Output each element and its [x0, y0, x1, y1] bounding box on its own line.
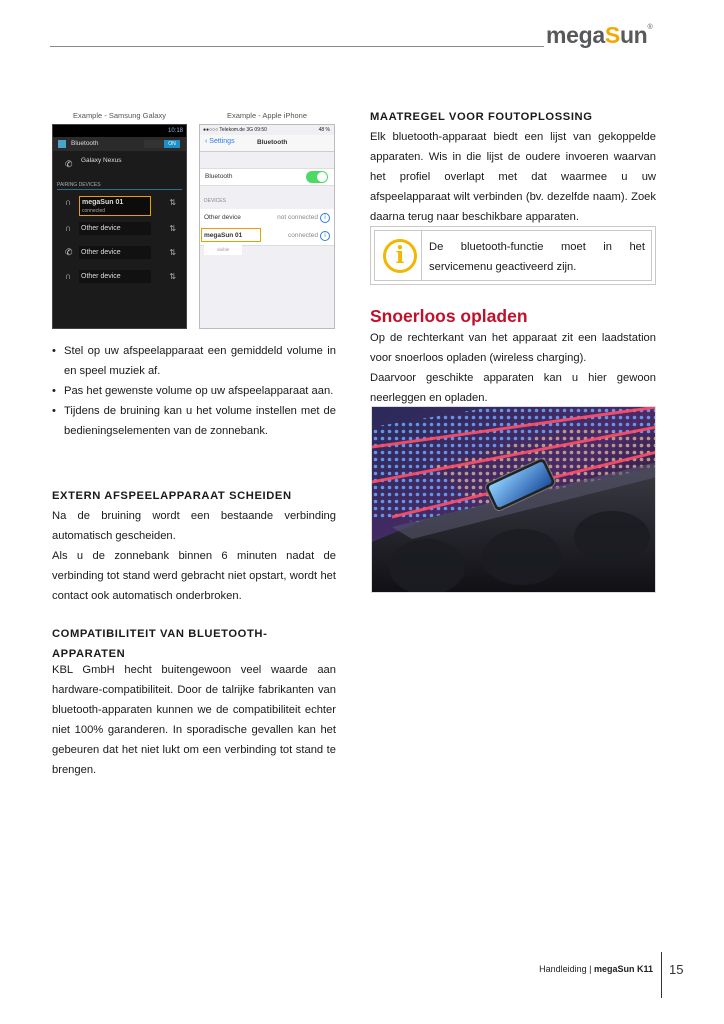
pairing-devices-label: PAIRING DEVICES: [57, 182, 101, 188]
megasun-logo: megaSun®: [546, 22, 653, 48]
megasun-device-highlight: megaSun 01 connected: [79, 196, 151, 216]
section-title: Snoerloos opladen: [370, 306, 528, 326]
section-heading: MAATREGEL VOOR FOUTOPLOSSING: [370, 111, 593, 123]
android-statusbar: 10:18: [53, 125, 186, 137]
iphone-statusbar: ●●○○○ Telekom.de 3G 09:50 48 %: [203, 127, 330, 133]
devices-label: DEVICES: [204, 198, 226, 204]
headphones-icon: ∩: [65, 197, 72, 207]
iphone-navbar: [200, 135, 334, 152]
note-inner-frame: [374, 230, 652, 281]
bluetooth-row: Bluetooth: [200, 168, 334, 186]
bluetooth-switch: [306, 171, 328, 183]
section-heading: EXTERN AFSPEELAPPARAAT SCHEIDEN: [52, 490, 292, 502]
page-number: 15: [669, 962, 684, 977]
note-divider: [421, 231, 422, 280]
wireless-charging-photo: [371, 406, 656, 593]
own-device-name: Galaxy Nexus: [81, 157, 122, 164]
iphone-device-row: megaSun 01 connected i: [200, 227, 334, 246]
android-device-row: ∩ Other device ⇅: [65, 271, 176, 281]
paragraph: Op de rechterkant van het apparaat zit een laadstation voor snoerloos opladen (wireless charging). Daarvoor geschikte apparaten kan u hier gewoon neerleggen en opladen.: [370, 332, 656, 404]
paragraph: Elk bluetooth-apparaat biedt een lijst van gekoppelde apparaten. Wis in die lijst de oudere invoeren waarvan het profiel overlapt met dat waarmee u uw afspeelapparaat wilt verbinden (bv. dezelfde naam). Zoek daarna terug naar beschikbare apparaten.: [370, 131, 656, 223]
device-settings-icon: ⇅: [169, 272, 176, 281]
settings-icon: [58, 140, 66, 148]
iphone-title: Bluetooth: [257, 139, 288, 146]
list-item: • Tijdens de bruining kan u het volume instellen met de bedieningselementen van de zonnebank.: [52, 401, 336, 441]
bluetooth-toggle: ON: [144, 140, 180, 148]
instruction-list: [52, 341, 336, 441]
android-device-row: [53, 193, 187, 217]
phone-icon: ✆: [65, 159, 73, 169]
iphone-caption: Example - Apple iPhone: [226, 111, 308, 120]
android-screenshot: [52, 124, 187, 329]
device-settings-icon: ⇅: [169, 224, 176, 233]
device-settings-icon: ⇅: [169, 248, 176, 257]
footer-rule: [661, 952, 662, 998]
android-actionbar: [53, 137, 186, 151]
info-icon: i: [383, 239, 417, 273]
headphones-icon: ∩: [65, 223, 72, 233]
section-divider: [57, 189, 182, 190]
note-text: De bluetooth-functie moet in het servicemenu geactiveerd zijn.: [429, 241, 645, 273]
section-heading: COMPATIBILITEIT VAN BLUETOOTH-APPARATEN: [52, 628, 268, 660]
megasun-device-highlight: megaSun 01: [201, 228, 261, 242]
android-title: Bluetooth: [71, 140, 99, 147]
paragraph: KBL GmbH hecht buitengewoon veel waarde aan hardware-compatibiliteit. Door de talrijke fabrikanten van bluetooth-apparaten kunnen we de compatibiliteit echter niet 100% garanderen. In sporadische gevallen kan het gebeuren dat het niet lukt om een verbinding tot stand te brengen.: [52, 664, 336, 776]
android-own-device: [53, 155, 187, 175]
info-icon: i: [320, 213, 330, 223]
visible-label: visible: [204, 245, 242, 255]
android-device-row: ∩ Other device ⇅: [65, 223, 176, 233]
back-button: ‹ Settings: [205, 138, 235, 145]
headphones-icon: ∩: [65, 271, 72, 281]
iphone-device-row: Other device not connected i: [200, 209, 334, 228]
list-item: • Pas het gewenste volume op uw afspeelapparaat aan.: [52, 381, 336, 401]
device-settings-icon: ⇅: [169, 198, 176, 207]
header-rule: [50, 46, 544, 47]
note-box: [370, 226, 656, 285]
android-caption: Example - Samsung Galaxy: [73, 111, 166, 120]
iphone-screenshot: [199, 124, 335, 329]
paragraph: Na de bruining wordt een bestaande verbinding automatisch gescheiden. Als u de zonnebank binnen 6 minuten nadat de verbinding tot stand werd gebracht niet opstart, wordt het contact ook automatisch onderbroken.: [52, 510, 336, 602]
phone-icon: ✆: [65, 247, 73, 257]
list-item: • Stel op uw afspeelapparaat een gemiddeld volume in en speel muziek af.: [52, 341, 336, 381]
info-icon: i: [320, 231, 330, 241]
footer-text: Handleiding | megaSun K11: [539, 964, 653, 974]
android-device-row: ✆ Other device ⇅: [65, 247, 176, 257]
